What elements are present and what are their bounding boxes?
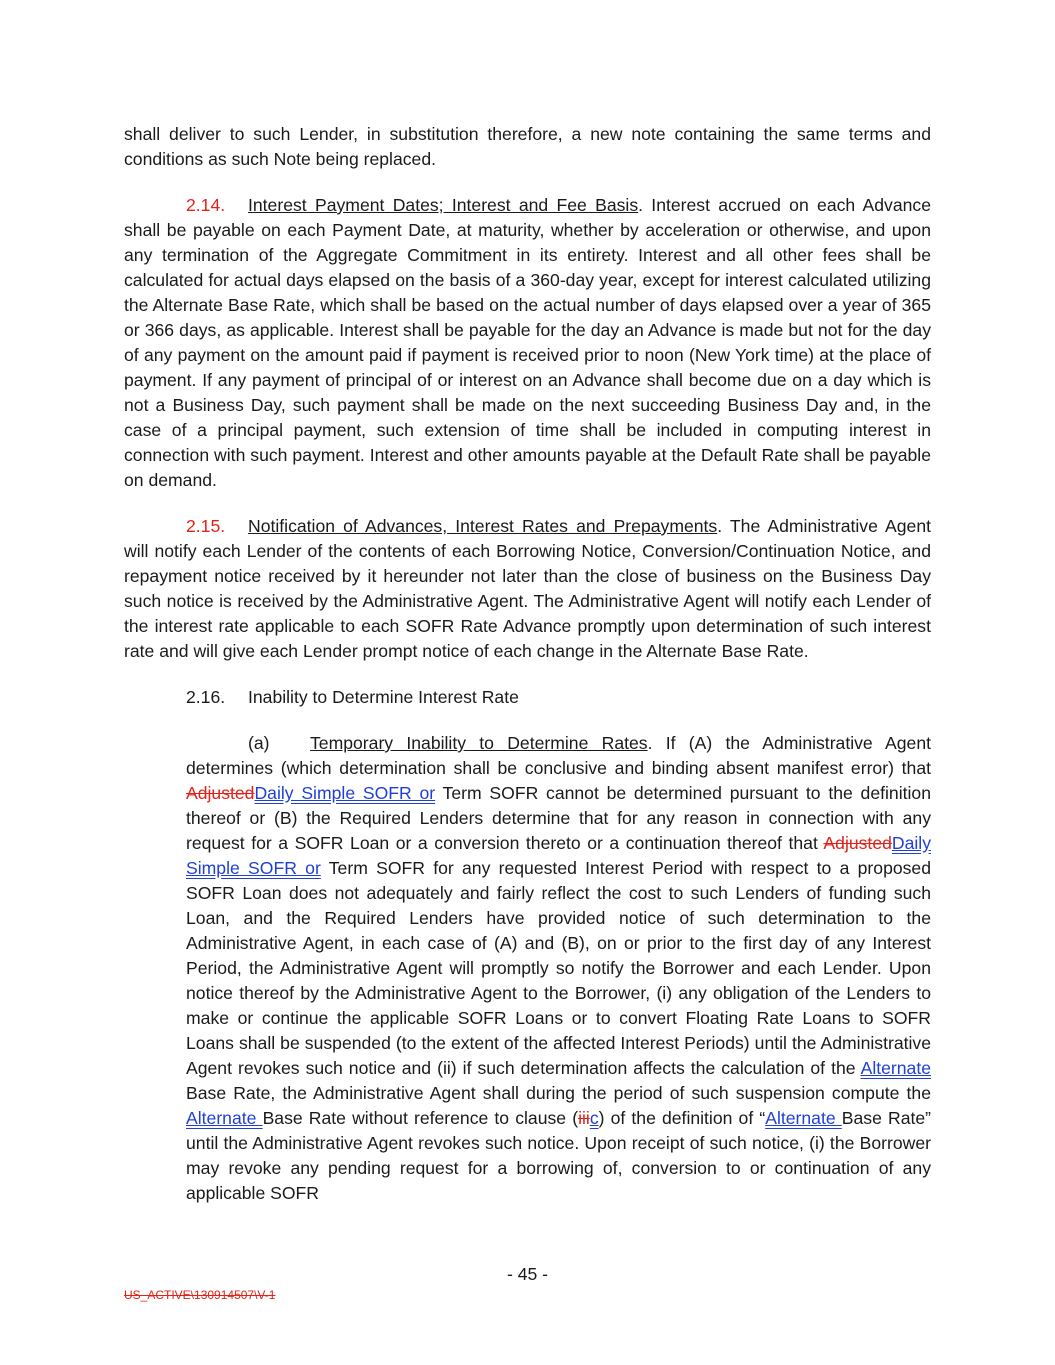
section-2-16 xyxy=(124,685,931,710)
page-number: - 45 - xyxy=(506,1264,549,1284)
deleted-text: iii xyxy=(578,1108,590,1128)
deleted-text: Adjusted xyxy=(186,783,255,803)
section-2-16-a xyxy=(186,731,931,1206)
clause-text: Base Rate” until the Administrative Agent revokes such notice. Upon receipt of such notice, (i) the Borrower may revoke any pending request for a borrowing of, conversion to or continuation of any applicable SOFR xyxy=(186,1108,932,1203)
inserted-text: Alternate xyxy=(186,1108,263,1128)
section-heading: Interest Payment Dates; Interest and Fee Basis xyxy=(248,195,639,215)
section-number: 2.16. xyxy=(186,687,226,707)
section-2-14 xyxy=(124,193,931,493)
document-body xyxy=(124,122,931,1206)
clause-label: (a) xyxy=(248,733,270,753)
inserted-text: Daily Simple SOFR or xyxy=(254,783,436,803)
section-2-15 xyxy=(124,514,931,664)
clause-text: Term SOFR for any requested Interest Period with respect to a proposed SOFR Loan does not adequately and fairly reflect the cost to such Lenders of funding such Loan, and the Required Lenders have provided notice of such determination to the Administrative Agent, in each case of (A) and (B), on or prior to the first day of any Interest Period, the Administrative Agent will promptly so notify the Borrower and each Lender. Upon notice thereof by the Administrative Agent to the Borrower, (i) any obligation of the Lenders to make or continue the applicable SOFR Loans or to convert Floating Rate Loans to SOFR Loans shall be suspended (to the extent of the affected Interest Periods) until the Administrative Agent revokes such notice and (ii) if such determination affects the calculation of the xyxy=(186,858,931,1078)
deleted-text: Adjusted xyxy=(823,833,892,853)
inserted-text: Daily Simple SOFR or xyxy=(186,833,931,878)
clause-text: . If (A) the Administrative Agent determines (which determination shall be conclusive and binding absent manifest error) that xyxy=(186,733,931,778)
inserted-text: Alternate xyxy=(765,1108,842,1128)
document-id: US_ACTIVE\130914507\V-1 xyxy=(124,1288,276,1302)
clause-heading: Temporary Inability to Determine Rates xyxy=(310,733,648,753)
section-heading: Inability to Determine Interest Rate xyxy=(248,687,519,707)
clause-text: ) of the definition of “ xyxy=(598,1108,766,1128)
section-body: . The Administrative Agent will notify each Lender of the contents of each Borrowing Notice, Conversion/Continuation Notice, and repayment notice received by it hereunder not later than the close of business on the Business Day such notice is received by the Administrative Agent. The Administrative Agent will notify each Lender of the interest rate applicable to each SOFR Rate Advance promptly upon determination of such interest rate and will give each Lender prompt notice of each change in the Alternate Base Rate. xyxy=(124,516,931,661)
section-body: . Interest accrued on each Advance shall be payable on each Payment Date, at maturity, whether by acceleration or otherwise, and upon any termination of the Aggregate Commitment in its entirety. Interest and all other fees shall be calculated for actual days elapsed on the basis of a 360-day year, except for interest calculated utilizing the Alternate Base Rate, which shall be based on the actual number of days elapsed over a year of 365 or 366 days, as applicable. Interest shall be payable for the day an Advance is made but not for the day of any payment on the amount paid if payment is received prior to noon (New York time) at the place of payment. If any payment of principal of or interest on an Advance shall become due on a day which is not a Business Day, such payment shall be made on the next succeeding Business Day and, in the case of a principal payment, such extension of time shall be included in computing interest in connection with such payment. Interest and other amounts payable at the Default Rate shall be payable on demand. xyxy=(124,195,931,490)
section-heading: Notification of Advances, Interest Rates and Prepayments xyxy=(248,516,718,536)
clause-text: Base Rate without reference to clause ( xyxy=(262,1108,579,1128)
section-number: 2.15. xyxy=(186,516,226,536)
inserted-text: c xyxy=(589,1108,599,1128)
clause-text: Term SOFR cannot be determined pursuant to the definition thereof or (B) the Required Lenders determine that for any reason in connection with any request for a SOFR Loan or a conversion thereto or a continuation thereof that xyxy=(186,783,931,853)
clause-text: Base Rate, the Administrative Agent shall during the period of such suspension compute the xyxy=(186,1083,931,1103)
intro-paragraph: shall deliver to such Lender, in substitution therefore, a new note containing the same terms and conditions as such Note being replaced. xyxy=(124,124,931,169)
inserted-text: Alternate xyxy=(860,1058,931,1078)
section-number: 2.14. xyxy=(186,195,226,215)
